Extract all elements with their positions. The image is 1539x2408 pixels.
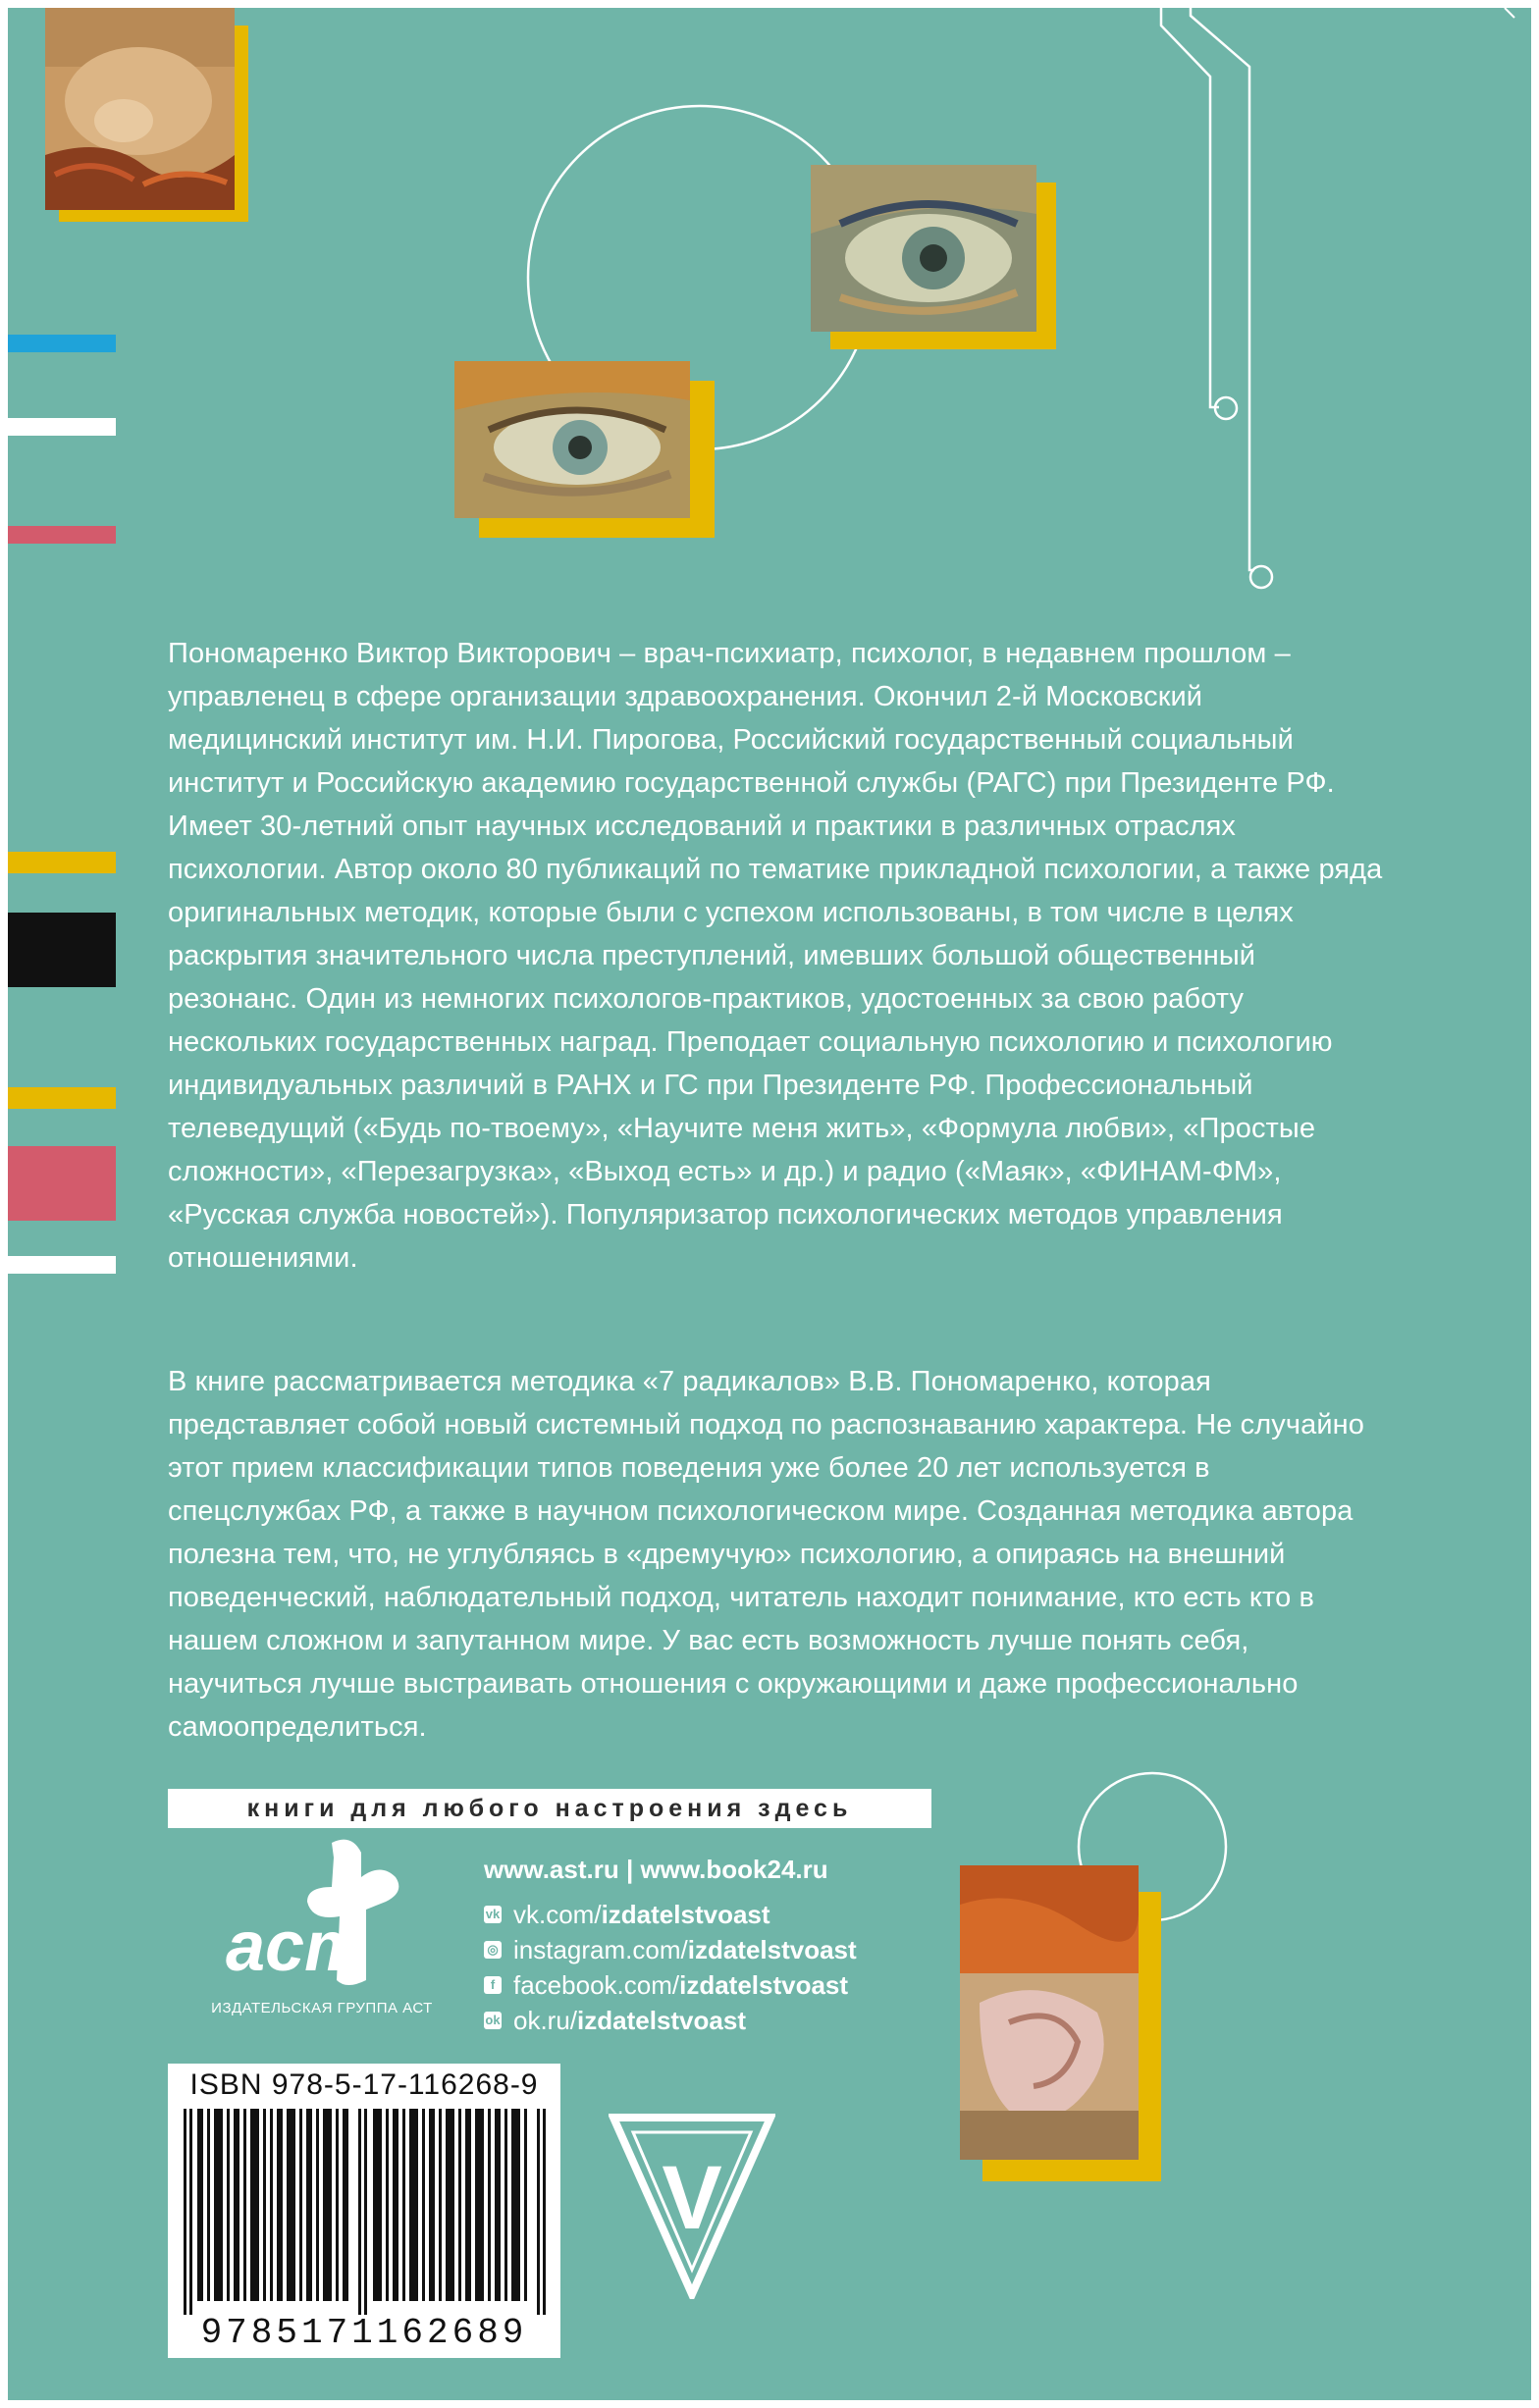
svg-text:V: V xyxy=(662,2148,722,2248)
instagram-icon: ◎ xyxy=(484,1941,502,1959)
painting-nose-image xyxy=(45,8,235,210)
tagline-banner: книги для любого настроения здесь xyxy=(168,1789,931,1828)
facebook-icon: f xyxy=(484,1976,502,1994)
black-block xyxy=(8,913,116,987)
social-handle: izdatelstvoast xyxy=(577,2005,746,2035)
social-link-odnoklassniki[interactable] xyxy=(484,2003,857,2038)
social-prefix: instagram.com/ xyxy=(513,1934,688,1964)
painting-eye-upper-image xyxy=(811,165,1036,332)
vk-icon: vk xyxy=(485,1907,501,1921)
white-stripe xyxy=(8,1256,116,1274)
social-prefix: vk.com/ xyxy=(513,1899,602,1929)
book-back-cover xyxy=(8,8,1531,2400)
pink-block xyxy=(8,1146,116,1221)
yellow-stripe xyxy=(8,852,116,873)
series-v-logo xyxy=(609,2103,775,2299)
social-link-vk[interactable] xyxy=(484,1897,857,1932)
author-bio xyxy=(168,632,1385,1280)
ean-number: 9785171162689 xyxy=(200,2313,528,2353)
book-description-text: В книге рассматривается методика «7 радикалов» В.В. Пономаренко, которая представляет собой новый системный подход по распознаванию характера. Не случайно этот прием классификации типов поведения уже более 20 лет используется в спецслужбах РФ, а также в научном психологическом мире. Созданная методика автора полезна тем, что, не углубляясь в «дремучую» психологию, а опираясь на внешний поведенческий, наблюдательный подход, читатель находит понимание, кто есть кто в нашем сложном и запутанном мире. У вас есть возможность лучше понять себя, научиться лучше выстраивать отношения с окружающими и даже профессионально самоопределиться. xyxy=(168,1366,1364,1743)
social-prefix: facebook.com/ xyxy=(513,1969,680,2000)
barcode-icon xyxy=(182,2109,547,2315)
publisher-websites[interactable]: www.ast.ru | www.book24.ru xyxy=(484,1855,828,1884)
social-link-instagram[interactable] xyxy=(484,1932,857,1967)
pink-stripe xyxy=(8,526,116,544)
social-links xyxy=(484,1897,857,2038)
social-prefix: ok.ru/ xyxy=(513,2005,578,2035)
blue-stripe xyxy=(8,335,116,352)
social-handle: izdatelstvoast xyxy=(687,1934,857,1964)
book-description xyxy=(168,1360,1385,1749)
yellow-stripe xyxy=(8,1087,116,1109)
publisher-caption: ИЗДАТЕЛЬСКАЯ ГРУППА АСТ xyxy=(211,2000,433,2016)
social-handle: izdatelstvoast xyxy=(601,1899,770,1929)
social-link-facebook[interactable] xyxy=(484,1967,857,2003)
ast-logo-icon xyxy=(185,1833,469,2000)
painting-eye-lower-image xyxy=(454,361,690,518)
white-stripe xyxy=(8,418,116,436)
painting-ear-image xyxy=(960,1865,1139,2160)
svg-text:аст: аст xyxy=(226,1908,368,1986)
isbn-number: ISBN 978-5-17-116268-9 xyxy=(189,2068,539,2101)
social-handle: izdatelstvoast xyxy=(679,1969,849,2000)
barcode-block xyxy=(168,2064,560,2358)
odnoklassniki-icon: ok xyxy=(485,2013,501,2027)
author-bio-text: Пономаренко Виктор Викторович – врач-психиатр, психолог, в недавнем прошлом – управленец в сфере организации здравоохранения. Окончил 2-й Московский медицинский институт им. Н.И. Пирогова, Российский государственный социальный институт и Российскую академию государственной службы (РАГС) при Президенте РФ. Имеет 30-летний опыт научных исследований и практики в различных отраслях психологии. Автор около 80 публикаций по тематике прикладной психологии, а также ряда оригинальных методик, которые были с успехом использованы, в том числе в целях раскрытия значительного числа преступлений, имевших большой общественный резонанс. Один из немногих психологов-практиков, удостоенных за свою работу нескольких государственных наград. Преподает социальную психологию и психологию индивидуальных различий в РАНХ и ГС при Президенте РФ. Профессиональный телеведущий («Будь по-твоему», «Научите меня жить», «Формула любви», «Простые сложности», «Перезагрузка», «Выход есть» и др.) и радио («Маяк», «ФИНАМ-ФМ», «Русская служба новостей»). Популяризатор психологических методов управления отношениями. xyxy=(168,638,1383,1274)
